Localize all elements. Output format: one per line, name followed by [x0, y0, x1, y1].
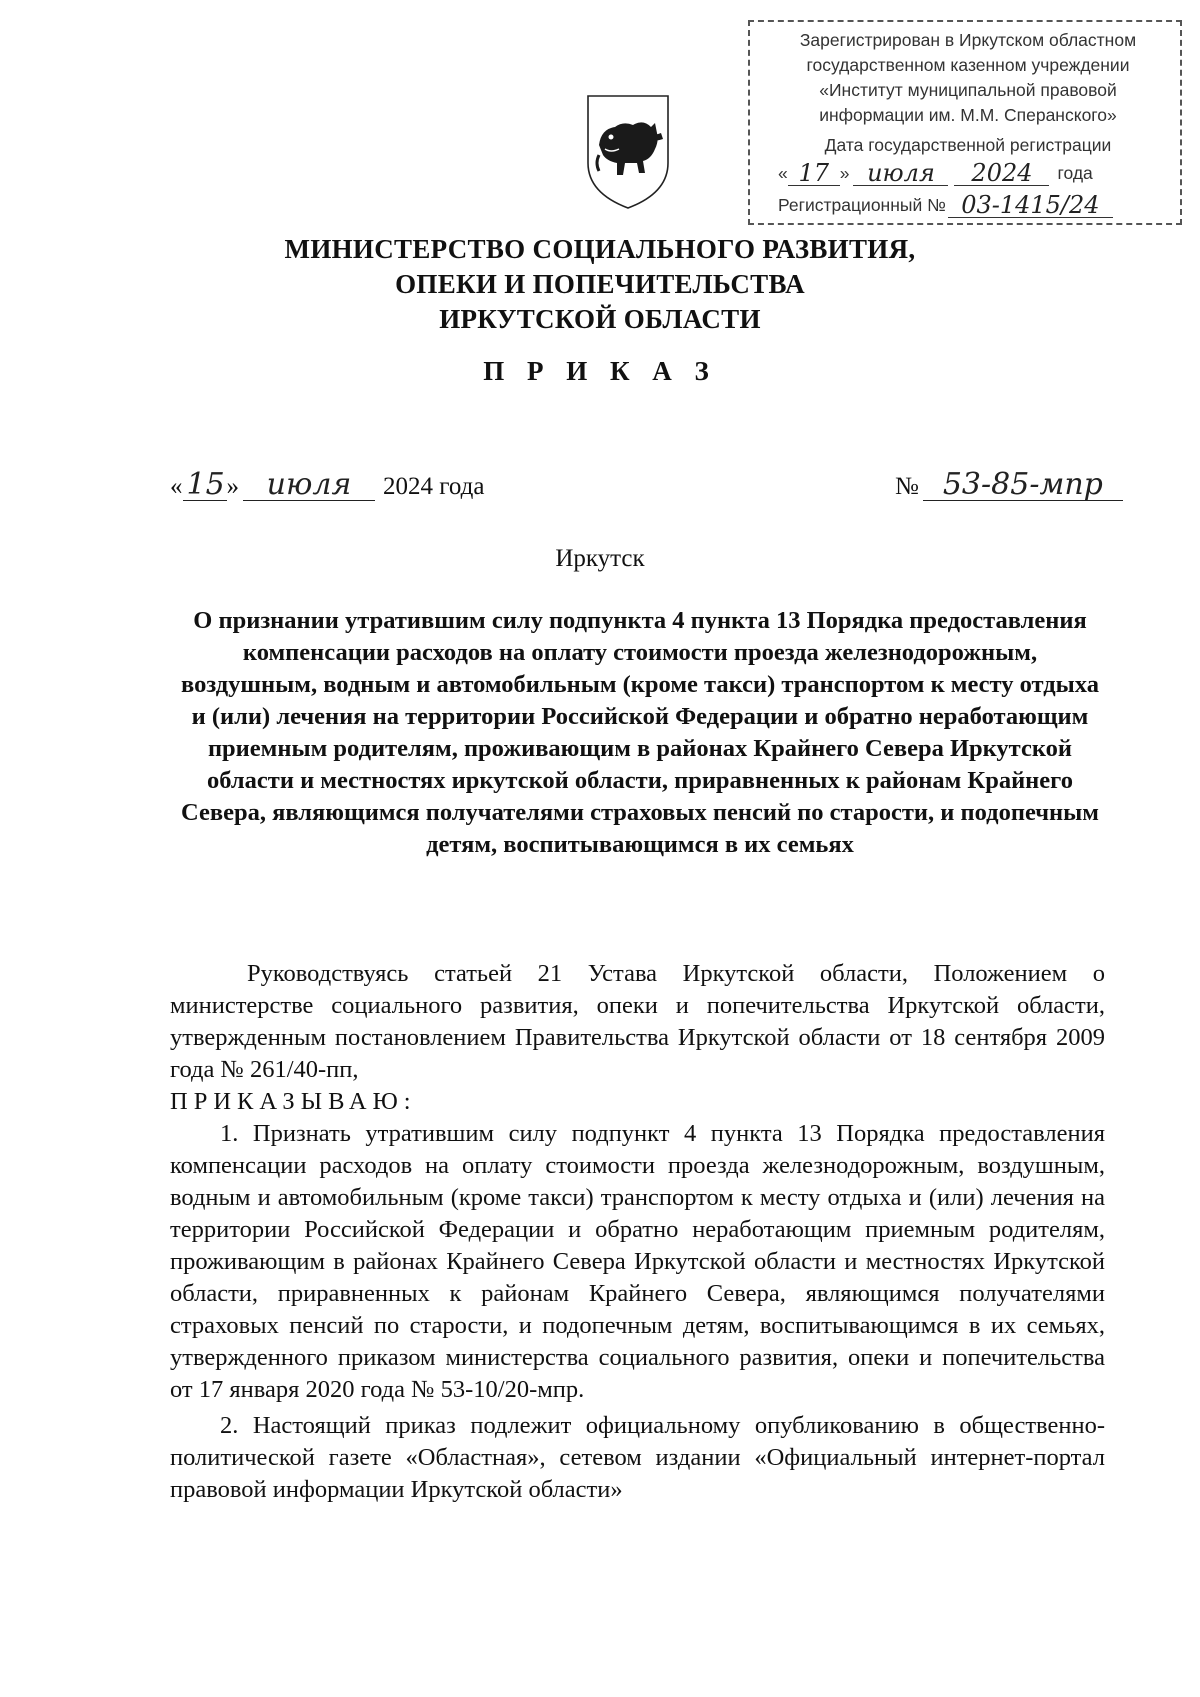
ministry-line-1: МИНИСТЕРСТВО СОЦИАЛЬНОГО РАЗВИТИЯ,: [284, 234, 916, 264]
stamp-date-row: « 17 » июля 2024 года: [778, 159, 1093, 187]
date-month: июля: [243, 470, 375, 501]
stamp-line-2: государственном казенном учреждении: [806, 55, 1130, 75]
item-1-paragraph: 1. Признать утратившим силу подпункт 4 пункта 13 Порядка предоставления компенсации расходов на оплату стоимости проезда железнодорожным, воздушным, водным и автомобильным (кроме такси) транспортом к месту отдыха и (или) лечения на территории Российской Федерации и обратно неработающим приемным родителям, проживающим в районах Крайнего Севера Иркутской области и местностях Иркутской области, приравненных к районам Крайнего Севера, являющимся получателями страховых пенсий по старости, и подопечным детям, воспитывающимся в их семьях, утвержденного приказом министерства социального развития, опеки и попечительства от 17 января 2020 года № 53-10/20-мпр.: [170, 1120, 1105, 1403]
ministry-name: [0, 232, 1200, 337]
number-value: 53-85-мпр: [923, 470, 1123, 501]
date-year: 2024 года: [383, 473, 485, 500]
order-word: ПРИКАЗЫВАЮ:: [170, 1088, 417, 1115]
coat-of-arms-icon: [585, 93, 671, 211]
stamp-date-month: июля: [853, 161, 948, 186]
date-quote-close: »: [226, 473, 239, 500]
stamp-line-5: Дата государственной регистрации: [824, 135, 1112, 155]
city: Иркутск: [555, 545, 645, 572]
stamp-line-1: Зарегистрирован в Иркутском областном: [799, 30, 1137, 50]
ministry-line-2: ОПЕКИ И ПОПЕЧИТЕЛЬСТВА: [395, 269, 805, 299]
date-day: 15: [183, 470, 227, 501]
document-heading: О признании утратившим силу подпункта 4 пункта 13 Порядка предоставления компенсации расходов на оплату стоимости проезда железнодорожным, воздушным, водным и автомобильным (кроме такси) транспортом к месту отдыха и (или) лечения на территории Российской Федерации и обратно неработающим приемным родителям, проживающим в районах Крайнего Севера Иркутской области и местностях иркутской области, приравненных к районам Крайнего Севера, являющимся получателями страховых пенсий по старости, и подопечным детям, воспитывающимся в их семьях: [181, 607, 1099, 858]
stamp-reg-number: 03-1415/24: [948, 193, 1113, 218]
stamp-line-3: «Институт муниципальной правовой: [819, 80, 1117, 100]
stamp-reg-row: [764, 190, 1172, 218]
date-quote-open: «: [170, 473, 183, 500]
number-prefix: №: [895, 473, 919, 500]
order-date: [170, 467, 485, 502]
stamp-date-day: 17: [788, 161, 840, 186]
item-2-paragraph: 2. Настоящий приказ подлежит официальному опубликованию в общественно-политической газете «Областная», сетевом издании «Официальный интернет-портал правовой информации Иркутской области»: [170, 1412, 1105, 1503]
registration-stamp: [748, 20, 1182, 225]
stamp-line-4: информации им. М.М. Сперанского»: [819, 105, 1117, 125]
stamp-date-year: 2024: [954, 161, 1049, 186]
document-body: [170, 958, 1105, 1506]
ministry-line-3: ИРКУТСКОЙ ОБЛАСТИ: [439, 304, 761, 334]
preamble-paragraph: Руководствуясь статьей 21 Устава Иркутской области, Положением о министерстве социального развития, опеки и попечительства Иркутской области, утвержденным постановлением Правительства Иркутской области от 18 сентября 2009 года № 261/40-пп,: [170, 960, 1105, 1083]
order-number: [895, 467, 1123, 502]
stamp-reg-label: Регистрационный №: [778, 195, 946, 215]
stamp-year-suffix: года: [1057, 163, 1093, 183]
document-type: П Р И К А З: [483, 356, 717, 386]
